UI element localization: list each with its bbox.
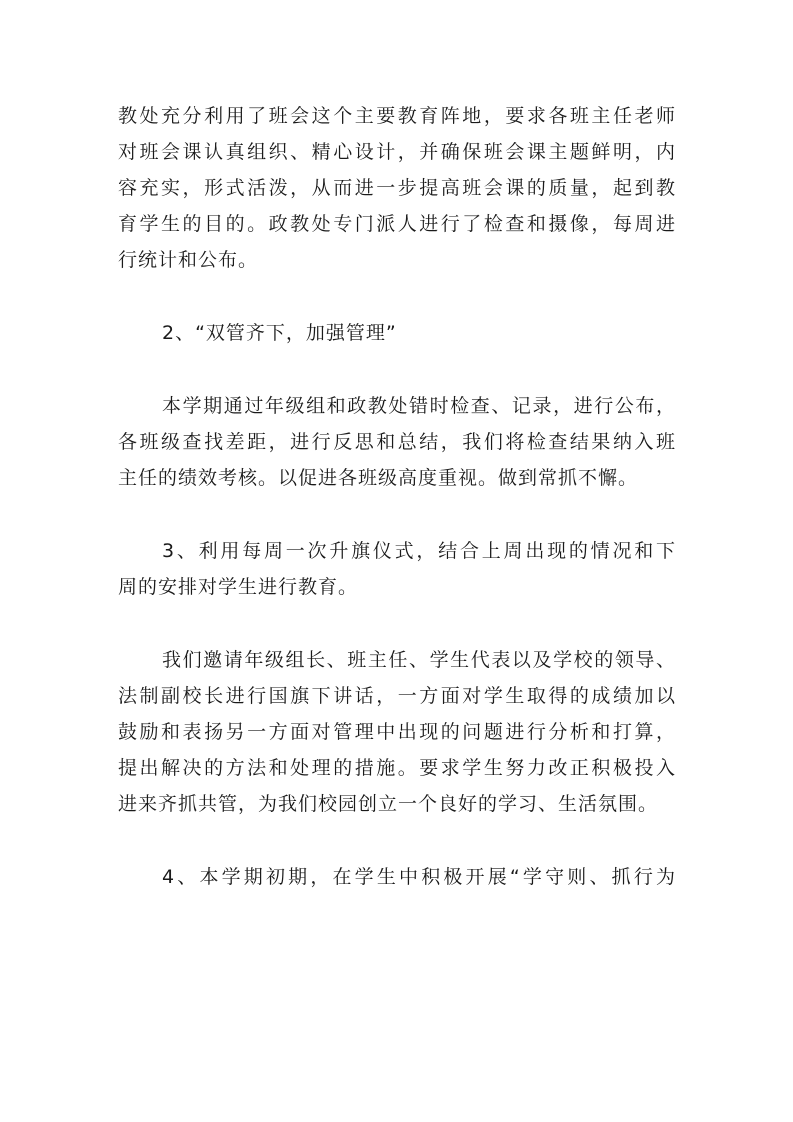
paragraph-gap: [118, 605, 676, 642]
section-heading-2: [118, 315, 676, 351]
section-heading-4: [118, 859, 676, 895]
paragraph-1: [118, 98, 676, 278]
text-line: 提出解决的方法和处理的措施。要求学生努力改正积极投入: [118, 757, 676, 779]
text-line: 容充实，形式活泼，从而进一步提高班会课的质量，起到教: [118, 177, 676, 199]
text-line: 行统计和公布。: [118, 249, 259, 271]
text-line: 我们邀请年级组长、班主任、学生代表以及学校的领导、: [162, 649, 676, 671]
text-line: 4、本学期初期，在学生中积极开展“学守则、抓行为: [162, 866, 676, 888]
section-heading-3: [118, 533, 676, 605]
text-line: 主任的绩效考核。以促进各班级高度重视。做到常抓不懈。: [118, 467, 639, 489]
paragraph-gap: [118, 822, 676, 859]
text-line: 本学期通过年级组和政教处错时检查、记录，进行公布，: [162, 395, 676, 417]
text-line: 2、“双管齐下，加强管理”: [162, 322, 397, 344]
text-line: 教处充分利用了班会这个主要教育阵地，要求各班主任老师: [118, 105, 676, 127]
paragraph-3: [118, 388, 676, 496]
paragraph-gap: [118, 278, 676, 315]
text-line: 3、利用每周一次升旗仪式，结合上周出现的情况和下: [162, 540, 676, 562]
text-line: 进来齐抓共管，为我们校园创立一个良好的学习、生活氛围。: [118, 793, 659, 815]
text-line: 对班会课认真组织、精心设计，并确保班会课主题鲜明，内: [118, 141, 676, 163]
paragraph-gap: [118, 351, 676, 388]
document-page: [118, 98, 676, 895]
text-line: 鼓励和表扬另一方面对管理中出现的问题进行分析和打算，: [118, 721, 676, 743]
paragraph-gap: [118, 496, 676, 533]
text-line: 育学生的目的。政教处专门派人进行了检查和摄像，每周进: [118, 213, 676, 235]
paragraph-5: [118, 642, 676, 822]
text-line: 周的安排对学生进行教育。: [118, 576, 359, 598]
text-line: 各班级查找差距，进行反思和总结，我们将检查结果纳入班: [118, 431, 676, 453]
text-line: 法制副校长进行国旗下讲话，一方面对学生取得的成绩加以: [118, 685, 676, 707]
